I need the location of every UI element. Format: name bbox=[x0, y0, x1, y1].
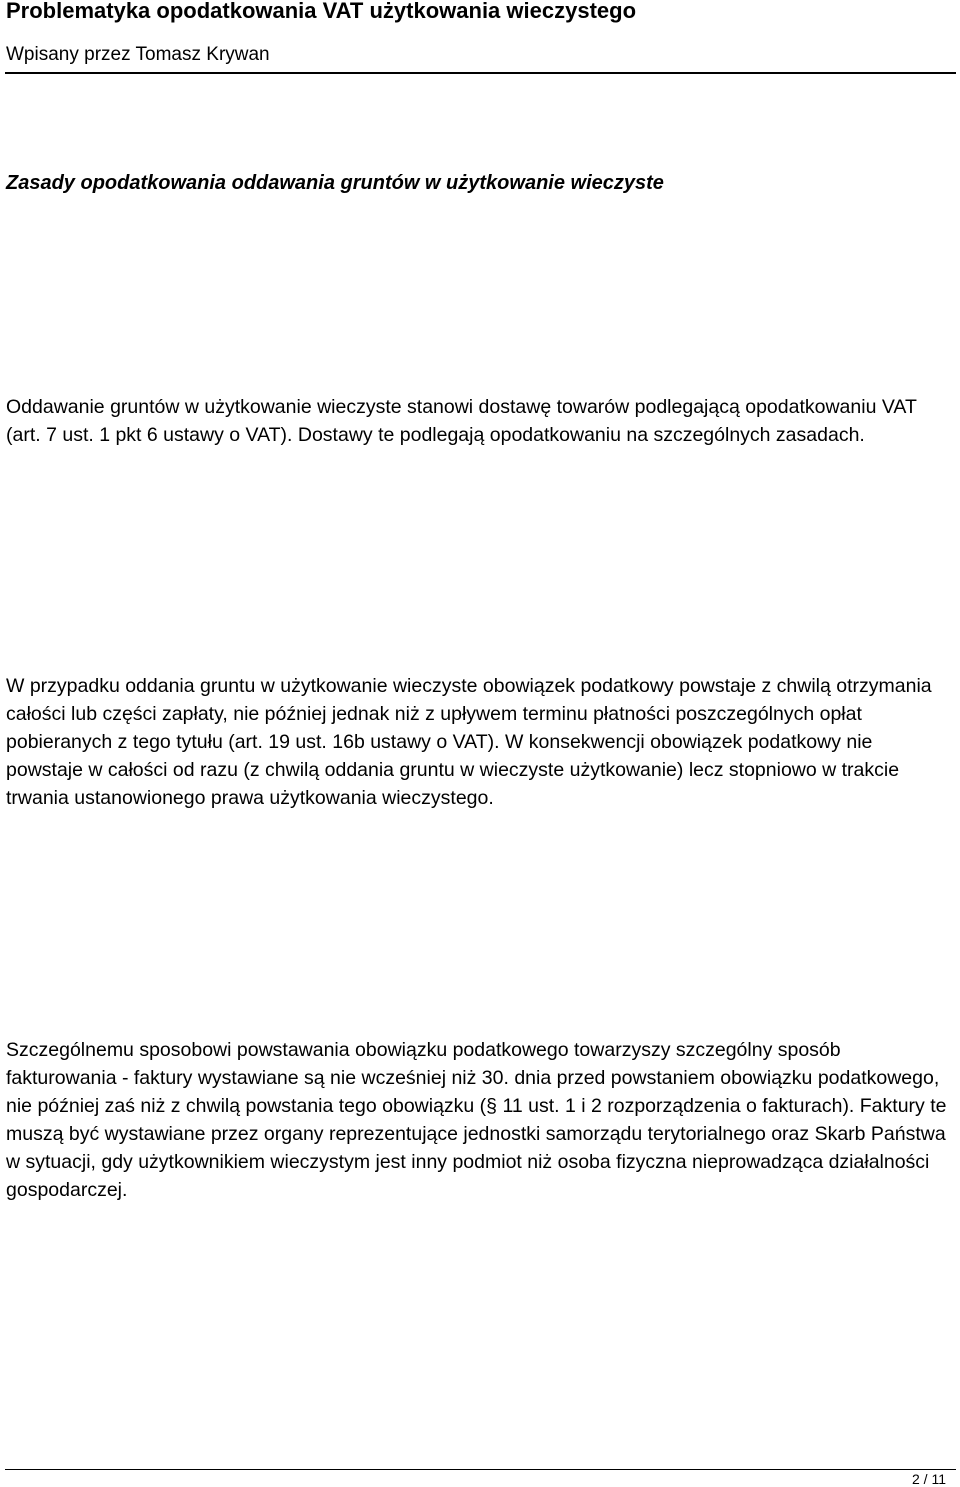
paragraph-2: W przypadku oddania gruntu w użytkowanie wieczyste obowiązek podatkowy powstaje z chwilą otrzymania całości lub części zapłaty, nie później jednak niż z upływem terminu płatności poszczególnych opłat pobieranych z tego tytułu (art. 19 ust. 16b ustawy o VAT). W konsekwencji obowiązek podatkowy nie powstaje w całości od razu (z chwilą oddania gruntu w wieczyste użytkowanie) lecz stopniowo w trakcie trwania ustanowionego prawa użytkowania wieczystego. bbox=[6, 675, 932, 809]
document-title: Problematyka opodatkowania VAT użytkowania wieczystego bbox=[6, 0, 637, 23]
footer-divider bbox=[5, 1469, 956, 1470]
paragraph-3: Szczególnemu sposobowi powstawania obowiązku podatkowego towarzyszy szczególny sposób fakturowania - faktury wystawiane są nie wcześniej niż 30. dnia przed powstaniem obowiązku podatkowego, nie później zaś niż z chwilą powstania tego obowiązku (§ 11 ust. 1 i 2 rozporządzenia o fakturach). Faktury te muszą być wystawiane przez organy reprezentujące jednostki samorządu terytorialnego oraz Skarb Państwa w sytuacji, gdy użytkownikiem wieczystym jest inny podmiot niż osoba fizyczna nieprowadząca działalności gospodarczej. bbox=[6, 1039, 947, 1201]
section-heading: Zasady opodatkowania oddawania gruntów w użytkowanie wieczyste bbox=[6, 172, 664, 194]
author-line: Wpisany przez Tomasz Krywan bbox=[6, 44, 270, 65]
header-divider bbox=[5, 72, 956, 74]
page-number: 2 / 11 bbox=[912, 1471, 946, 1487]
paragraph-1: Oddawanie gruntów w użytkowanie wieczyste stanowi dostawę towarów podlegającą opodatkowaniu VAT (art. 7 ust. 1 pkt 6 ustawy o VAT). Dostawy te podlegają opodatkowaniu na szczególnych zasadach. bbox=[6, 396, 917, 446]
